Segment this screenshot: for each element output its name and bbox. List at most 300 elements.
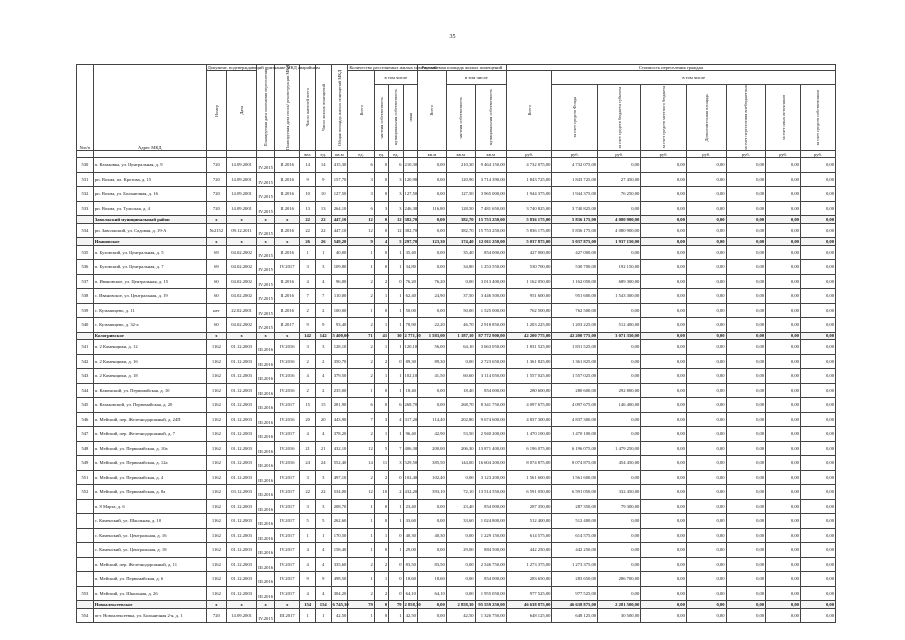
cell-col-6: [300, 608, 316, 623]
cell-value: 5 400,00: [332, 333, 349, 339]
cell-col-0: [77, 608, 94, 623]
cell-col-8: [331, 158, 348, 173]
cell-value: 0,00: [436, 601, 445, 607]
cell-value: 3: [384, 416, 388, 422]
cell-col-19: [641, 456, 687, 471]
unit-cell: [275, 151, 300, 158]
cell-col-7: [315, 398, 331, 413]
cell-value: 0,00: [631, 547, 640, 553]
cell-col-23: [800, 369, 835, 384]
cell-col-10: [374, 499, 388, 514]
cell-col-18: [598, 303, 641, 318]
cell-value: 0,00: [436, 227, 445, 233]
cell-value: 53,50: [463, 431, 474, 437]
cell-col-2: [206, 427, 226, 442]
cell-value: 3 071 350,00: [615, 333, 640, 339]
table-row: [77, 456, 836, 471]
cell-col-9: [348, 354, 374, 369]
cell-value: IV.2017: [279, 264, 295, 270]
cell-value: 0,00: [676, 191, 685, 197]
unit-cell: [257, 151, 275, 158]
cell-value: 1 361 825,00: [526, 358, 551, 364]
cell-col-21: [726, 441, 766, 456]
cell-col-18: [598, 201, 641, 216]
unit-cell: [77, 151, 94, 158]
cell-col-6: [300, 514, 316, 529]
cell-col-13: [417, 572, 446, 587]
cell-col-12: [403, 543, 417, 558]
cell-value: 0: [384, 264, 388, 270]
cell-col-4: [257, 260, 275, 275]
cell-col-3: [227, 427, 257, 442]
cell-value: 0,00: [716, 474, 725, 480]
cell-value: 2 918 850,00: [480, 322, 505, 328]
cell-col-20: [686, 427, 726, 442]
cell-value: 0,00: [465, 278, 474, 284]
cell-value: 22: [305, 216, 310, 222]
cell-value: с. Ивановское, ул. Центральная, д. 19: [94, 293, 168, 299]
cell-col-4: [257, 383, 275, 398]
cell-value: IV.2016: [279, 373, 295, 379]
cell-col-14: [446, 572, 475, 587]
cell-col-9: [348, 557, 374, 572]
cell-col-19: [641, 354, 687, 369]
cell-col-5: [275, 332, 300, 340]
cell-col-17: [552, 485, 598, 500]
cell-col-14: [446, 238, 475, 246]
unit-cell: кв.м: [331, 151, 348, 158]
cell-col-6: [300, 427, 316, 442]
cell-value: 04.02.2002: [231, 249, 252, 255]
cell-col-2: [206, 485, 226, 500]
cell-col-7: [315, 354, 331, 369]
cell-col-12: [403, 238, 417, 246]
header-num: №п/п: [77, 65, 94, 151]
cell-col-20: [686, 470, 726, 485]
cell-value: 13: [305, 205, 310, 211]
cell-col-14: [446, 398, 475, 413]
cell-value: 123,30: [432, 238, 445, 244]
cell-col-19: [641, 245, 687, 260]
cell-col-16: [506, 260, 552, 275]
cell-col-19: [641, 201, 687, 216]
cell-col-5: [275, 427, 300, 442]
cell-value: 246,30: [404, 205, 418, 211]
cell-value: 3: [370, 191, 373, 197]
cell-value: 1 162 050,00: [571, 278, 597, 284]
cell-col-14: [446, 369, 475, 384]
cell-col-16: [506, 485, 552, 500]
cell-value: 03.12.2003: [231, 489, 252, 495]
cell-value: 0,00: [756, 293, 765, 299]
cell-col-15: [475, 456, 506, 471]
cell-value: 0,00: [825, 293, 834, 299]
cell-col-20: [686, 318, 726, 333]
cell-value: 0,00: [756, 474, 765, 480]
cell-value: х: [286, 216, 289, 222]
cell-value: 0,00: [790, 532, 799, 538]
cell-value: 447,10: [333, 227, 347, 233]
cell-col-9: [348, 383, 374, 398]
cell-value: 4: [306, 373, 309, 379]
cell-value: 4 732 075,00: [526, 162, 551, 168]
cell-col-11: [389, 158, 403, 173]
cell-value: 0,00: [756, 576, 765, 582]
cell-value: 0,00: [756, 431, 765, 437]
cell-col-3: [227, 412, 257, 427]
cell-value: п. Казаковский, ул. Первомайская, д. 20: [94, 402, 173, 408]
cell-value: 0,00: [631, 590, 640, 596]
cell-value: 0,00: [756, 333, 765, 339]
cell-col-10: [374, 289, 388, 304]
cell-col-3: [227, 260, 257, 275]
cell-col-5: [275, 274, 300, 289]
cell-col-4: [257, 216, 275, 224]
cell-col-15: [475, 303, 506, 318]
cell-value: II.2016: [280, 278, 294, 284]
cell-value: 0: [384, 249, 388, 255]
cell-value: 0,00: [436, 307, 445, 313]
cell-col-21: [726, 354, 766, 369]
cell-col-7: [315, 608, 331, 623]
cell-value: 3 013 400,00: [480, 278, 505, 284]
cell-col-0: [77, 201, 94, 216]
cell-value: 432,10: [333, 445, 347, 451]
cell-col-0: [77, 441, 94, 456]
cell-value: 79: [396, 601, 402, 607]
cell-col-0: [77, 456, 94, 471]
cell-col-21: [726, 274, 766, 289]
cell-value: 497,10: [333, 474, 347, 480]
cell-value: 0: [384, 191, 388, 197]
cell-value: 128,10: [333, 344, 347, 350]
cell-col-10: [374, 172, 388, 187]
cell-col-10: [374, 572, 388, 587]
cell-col-2: [206, 456, 226, 471]
cell-value: 01.12.2003: [231, 518, 252, 524]
cell-value: III.2016: [258, 448, 274, 454]
cell-col-12: [403, 485, 417, 500]
cell-value: II.2016: [280, 162, 294, 168]
cell-value: х: [240, 216, 243, 222]
cell-col-6: [300, 369, 316, 384]
cell-col-21: [726, 543, 766, 558]
cell-value: 10: [382, 489, 388, 495]
cell-value: 33,60: [463, 518, 474, 524]
cell-col-11: [389, 187, 403, 202]
cell-col-19: [641, 572, 687, 587]
cell-value: 15 753 250,00: [478, 216, 505, 222]
cell-col-9: [348, 528, 374, 543]
cell-col-15: [475, 514, 506, 529]
cell-col-1: [93, 332, 206, 340]
cell-value: 40,30: [405, 532, 416, 538]
cell-value: 0,00: [716, 322, 725, 328]
cell-col-15: [475, 201, 506, 216]
cell-value: 0,00: [676, 293, 685, 299]
cell-col-9: [348, 543, 374, 558]
cell-value: 0,00: [676, 518, 685, 524]
cell-value: 14.09.2001: [231, 205, 252, 211]
cell-col-18: [598, 398, 641, 413]
cell-value: 0,00: [825, 162, 834, 168]
cell-value: 0,00: [436, 176, 445, 182]
cell-value: 4 837 300,00: [526, 416, 551, 422]
cell-value: 1 843 725,00: [526, 176, 551, 182]
cell-value: 0: [384, 503, 388, 509]
cell-col-21: [726, 427, 766, 442]
cell-col-18: [598, 543, 641, 558]
header-address: Адрес МКД: [93, 65, 206, 151]
cell-col-20: [686, 216, 726, 224]
cell-col-11: [389, 172, 403, 187]
cell-col-19: [641, 289, 687, 304]
cell-value: 0,00: [756, 278, 765, 284]
cell-col-13: [417, 456, 446, 471]
cell-value: IV.2017: [279, 561, 295, 567]
cell-value: п. Мейский, ул. Первомайская, д. 8а: [94, 489, 166, 495]
cell-value: 3: [306, 503, 309, 509]
cell-value: 1 557 025,00: [526, 373, 551, 379]
cell-value: 286 700,00: [618, 576, 640, 582]
cell-col-6: [300, 274, 316, 289]
cell-value: х: [264, 238, 267, 244]
cell-value: IV.2016: [279, 387, 295, 393]
subtotal-row: [77, 601, 836, 609]
cell-value: 0,00: [676, 387, 685, 393]
cell-value: 0,00: [716, 416, 725, 422]
cell-col-16: [506, 557, 552, 572]
cell-col-11: [389, 514, 403, 529]
cell-col-15: [475, 332, 506, 340]
cell-col-9: [348, 601, 374, 609]
cell-value: 1: [306, 532, 309, 538]
cell-value: 0,00: [716, 176, 725, 182]
cell-value: IV.2017: [279, 518, 295, 524]
cell-value: 854 000,00: [484, 387, 505, 393]
subtotal-row: [77, 332, 836, 340]
cell-value: 3 714 390,00: [480, 176, 505, 182]
cell-col-12: [403, 223, 417, 238]
cell-value: 1 561 600,00: [526, 474, 551, 480]
cell-col-10: [374, 332, 388, 340]
cell-value: 09.12.2011: [231, 227, 252, 233]
cell-value: 1 831 525,00: [526, 344, 551, 350]
cell-col-0: [77, 289, 94, 304]
header-area-total: Общая площадь жилых помещений МКД: [336, 69, 342, 146]
cell-col-9: [348, 369, 374, 384]
cell-value: 26: [305, 238, 310, 244]
cell-col-21: [726, 201, 766, 216]
cell-value: 22: [320, 216, 326, 222]
cell-value: 3 663 050,00: [480, 344, 505, 350]
cell-col-22: [766, 354, 801, 369]
cell-value: 102,40: [432, 474, 445, 480]
cell-value: IV.2016: [279, 344, 295, 350]
cell-col-1: [93, 383, 206, 398]
cell-col-21: [726, 412, 766, 427]
cell-col-4: [257, 340, 275, 355]
cell-value: 18,40: [463, 387, 474, 393]
cell-value: 0,00: [825, 333, 834, 339]
cell-col-16: [506, 499, 552, 514]
cell-col-21: [726, 303, 766, 318]
cell-col-6: [300, 470, 316, 485]
cell-col-12: [403, 158, 417, 173]
cell-value: 192 150,00: [618, 264, 640, 270]
cell-col-8: [331, 383, 348, 398]
cell-col-9: [348, 514, 374, 529]
cell-col-4: [257, 398, 275, 413]
cell-value: 280 600,00: [575, 387, 597, 393]
cell-col-3: [227, 470, 257, 485]
cell-col-1: [93, 369, 206, 384]
cell-value: 210,30: [404, 162, 418, 168]
cell-value: 0: [384, 601, 388, 607]
cell-value: 1162: [211, 416, 221, 422]
cell-value: 0: [384, 307, 388, 313]
header-document: Документ, подтверждающий признание МКД аварийным: [207, 65, 320, 70]
cell-col-4: [257, 318, 275, 333]
cell-col-0: [77, 187, 94, 202]
cell-value: 0,00: [790, 601, 799, 607]
cell-value: 1 557 025,00: [571, 373, 597, 379]
cell-col-19: [641, 303, 687, 318]
cell-col-16: [506, 238, 552, 246]
cell-col-16: [506, 441, 552, 456]
cell-col-0: [77, 412, 94, 427]
cell-value: 46 638 875,00: [569, 601, 597, 607]
cell-col-1: [93, 543, 206, 558]
cell-col-13: [417, 340, 446, 355]
cell-col-15: [475, 289, 506, 304]
unit-cell: [403, 151, 417, 158]
cell-col-1: [93, 187, 206, 202]
cell-value: 4: [322, 547, 325, 553]
cell-value: 1 937 150,00: [615, 238, 640, 244]
cell-value: х: [240, 333, 243, 339]
cell-col-0: [77, 528, 94, 543]
cell-col-7: [315, 187, 331, 202]
cell-col-14: [446, 470, 475, 485]
cell-col-10: [374, 383, 388, 398]
cell-col-14: [446, 216, 475, 224]
cell-col-11: [389, 557, 403, 572]
cell-col-21: [726, 398, 766, 413]
cell-value: III.2016: [258, 347, 274, 353]
cell-value: 0,00: [716, 576, 725, 582]
cell-col-22: [766, 318, 801, 333]
cell-col-16: [506, 340, 552, 355]
cell-col-9: [348, 470, 374, 485]
cell-col-15: [475, 216, 506, 224]
cell-col-14: [446, 586, 475, 601]
cell-col-8: [331, 223, 348, 238]
cell-value: 977 525,00: [529, 590, 551, 596]
cell-value: III.2016: [258, 550, 274, 556]
cell-value: 442 250,00: [575, 547, 597, 553]
cell-value: 537: [81, 278, 89, 284]
cell-value: 0,00: [676, 416, 685, 422]
cell-value: 0,00: [790, 333, 799, 339]
cell-value: 64,10: [405, 590, 416, 596]
cell-value: 0,00: [631, 205, 640, 211]
cell-value: 5: [322, 518, 325, 524]
cell-col-2: [206, 289, 226, 304]
cell-col-14: [446, 601, 475, 609]
cell-col-16: [506, 318, 552, 333]
cell-value: 0,00: [716, 227, 725, 233]
cell-value: IV.2017: [279, 489, 295, 495]
cell-col-9: [348, 608, 374, 623]
cell-value: 0,00: [676, 205, 685, 211]
cell-col-22: [766, 557, 801, 572]
cell-col-6: [300, 332, 316, 340]
cell-col-15: [475, 340, 506, 355]
cell-value: 6: [399, 402, 402, 408]
cell-value: 0,00: [790, 561, 799, 567]
cell-value: 01.12.2003: [231, 561, 252, 567]
cell-value: 335,60: [333, 561, 347, 567]
cell-value: 0,00: [716, 238, 725, 244]
cell-value: 0,00: [716, 205, 725, 211]
cell-col-12: [403, 557, 417, 572]
cell-col-1: [93, 318, 206, 333]
cell-col-13: [417, 303, 446, 318]
cell-col-12: [403, 303, 417, 318]
cell-col-18: [598, 289, 641, 304]
cell-value: 0: [384, 176, 388, 182]
cell-col-15: [475, 528, 506, 543]
cell-col-8: [331, 318, 348, 333]
cell-value: 60,60: [463, 373, 474, 379]
header-area-all: Всего: [429, 105, 435, 116]
cell-col-7: [315, 260, 331, 275]
cell-col-19: [641, 216, 687, 224]
cell-col-12: [403, 187, 417, 202]
cell-col-21: [726, 456, 766, 471]
cell-value: 1: [306, 612, 309, 618]
cell-value: 2: [370, 344, 373, 350]
cell-value: 0,00: [676, 249, 685, 255]
cell-value: 24: [305, 460, 310, 466]
cell-col-5: [275, 216, 300, 224]
cell-col-14: [446, 187, 475, 202]
cell-col-2: [206, 441, 226, 456]
cell-col-4: [257, 528, 275, 543]
cell-col-22: [766, 223, 801, 238]
cell-value: 2: [370, 322, 373, 328]
cell-value: 0,00: [676, 322, 685, 328]
cell-col-18: [598, 318, 641, 333]
cell-col-21: [726, 586, 766, 601]
cell-col-17: [552, 427, 598, 442]
cell-value: 1: [384, 373, 388, 379]
cell-col-10: [374, 340, 388, 355]
cell-col-18: [598, 427, 641, 442]
unit-cell: руб.: [800, 151, 835, 158]
cell-value: 0,00: [756, 387, 765, 393]
cell-col-13: [417, 187, 446, 202]
cell-value: 0,00: [436, 162, 445, 168]
cell-col-14: [446, 223, 475, 238]
cell-value: 14.09.2001: [231, 612, 252, 618]
cell-col-8: [331, 441, 348, 456]
cell-col-4: [257, 172, 275, 187]
cell-value: 382,70: [404, 227, 418, 233]
cell-value: 0,00: [716, 278, 725, 284]
cell-value: III.2016: [258, 463, 274, 469]
